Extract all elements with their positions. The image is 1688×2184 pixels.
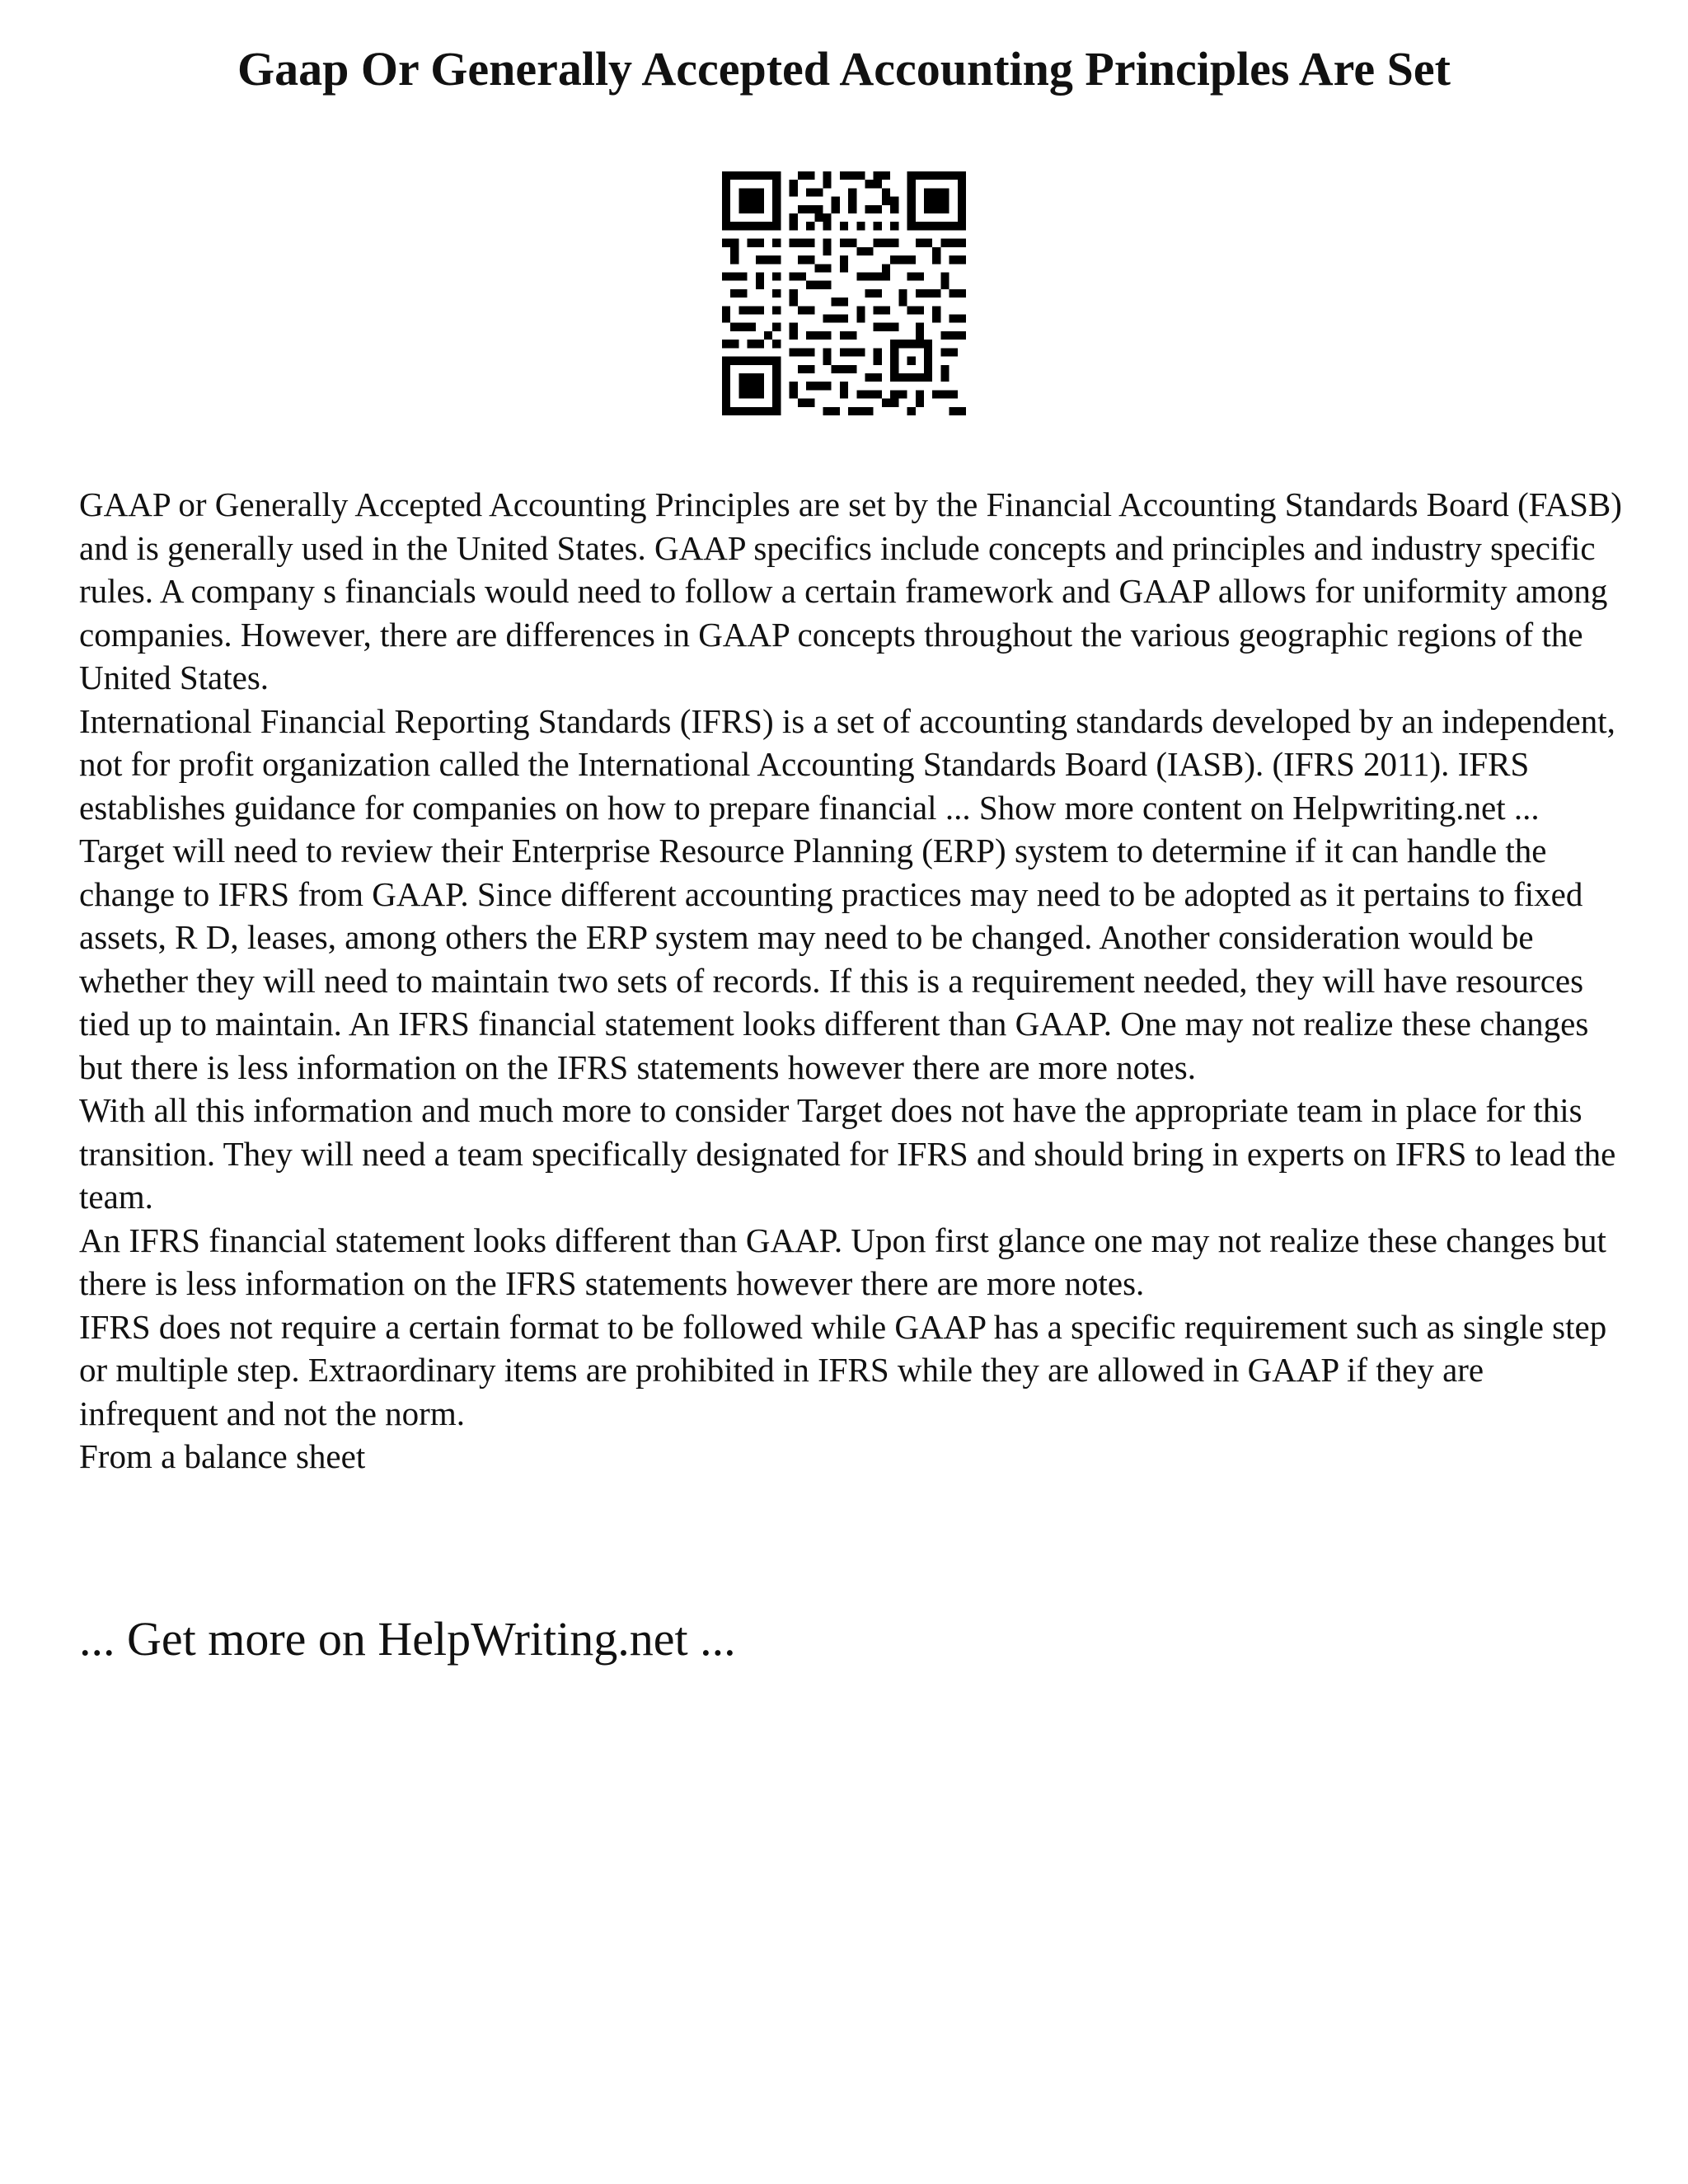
get-more-link[interactable]: ... Get more on HelpWriting.net ...	[79, 1612, 736, 1666]
page-title: Gaap Or Generally Accepted Accounting Principles Are Set	[237, 42, 1451, 96]
paragraph-5: An IFRS financial statement looks different than GAAP. Upon first glance one may not realize these changes but there is less information on the IFRS statements however there are more notes.	[79, 1221, 1606, 1302]
article-body	[79, 483, 1629, 1479]
paragraph-3: Target will need to review their Enterprise Resource Planning (ERP) system to determine if it can handle the change to IFRS from GAAP. Since different accounting practices may need to be adopted as it pertains to fixed assets, R D, leases, among others the ERP system may need to be changed. Another consideration would be whether they will need to maintain two sets of records. If this is a requirement needed, they will have resources tied up to maintain. An IFRS financial statement looks different than GAAP. One may not realize these changes but there is less information on the IFRS statements however there are more notes.	[79, 832, 1589, 1086]
paragraph-6: IFRS does not require a certain format to be followed while GAAP has a specific requirement such as single step or multiple step. Extraordinary items are prohibited in IFRS while they are allowed in GAAP if they are infrequent and not the norm.	[79, 1307, 1607, 1432]
paragraph-2: International Financial Reporting Standards (IFRS) is a set of accounting standards developed by an independent, not for profit organization called the International Accounting Standards Board (IASB). (IFRS 2011). IFRS establishes guidance for companies on how to prepare financial ... Show more content on Helpwriting.net ...	[79, 701, 1615, 827]
paragraph-7: From a balance sheet	[79, 1437, 366, 1475]
paragraph-1: GAAP or Generally Accepted Accounting Principles are set by the Financial Accounting Standards Board (FASB) and is generally used in the United States. GAAP specifics include concepts and principles and industry specific rules. A company s financials would need to follow a certain framework and GAAP allows for uniformity among companies. However, there are differences in GAAP concepts throughout the various geographic regions of the United States.	[79, 485, 1622, 696]
paragraph-4: With all this information and much more to consider Target does not have the appropriate team in place for this transition. They will need a team specifically designated for IFRS and should bring in experts on IFRS to lead the team.	[79, 1091, 1616, 1216]
qr-code-icon[interactable]	[722, 171, 966, 415]
